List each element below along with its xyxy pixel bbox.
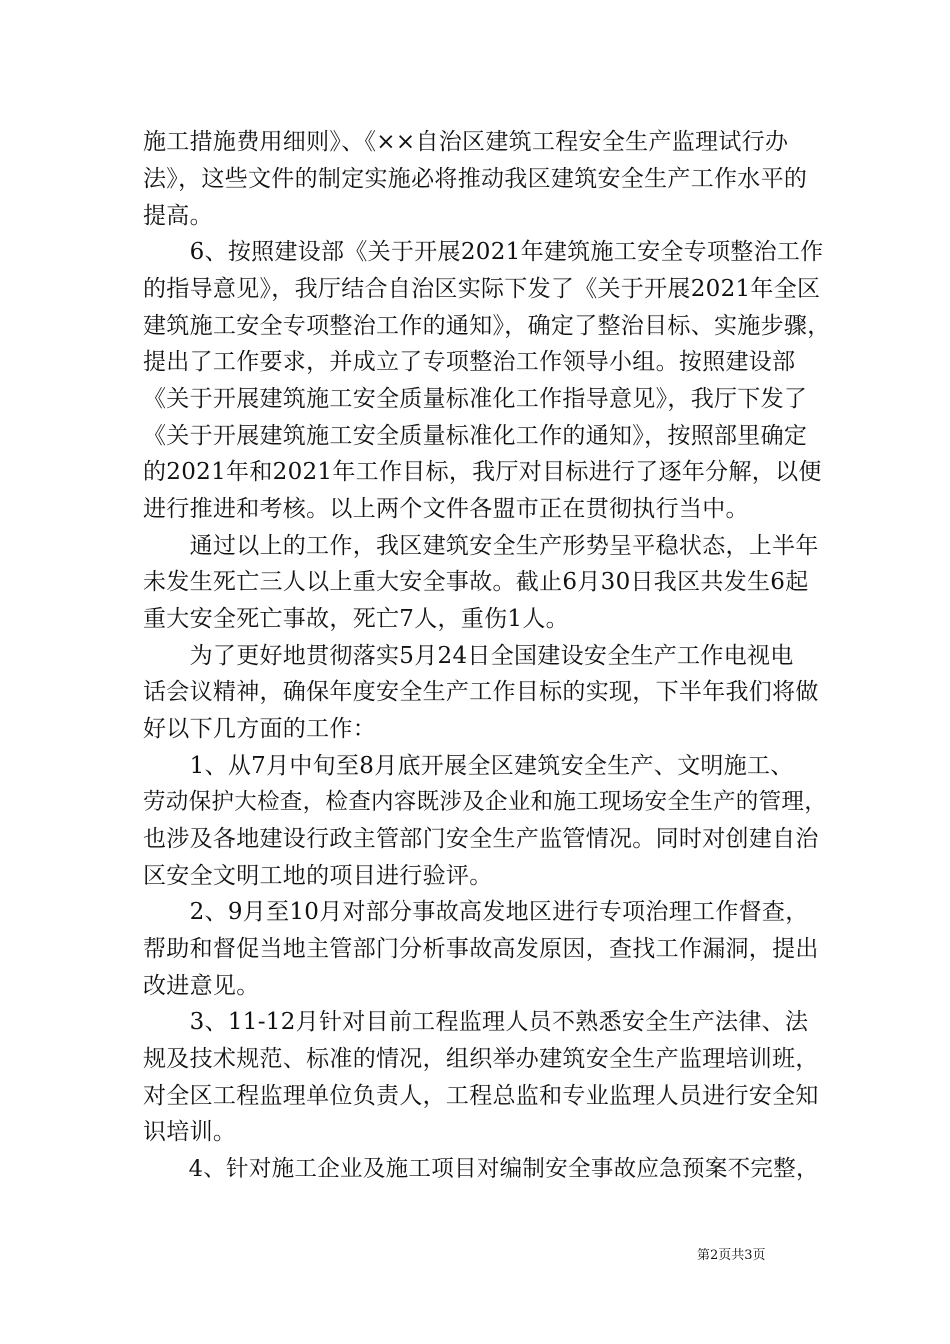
page-number: 第2页共3页 — [697, 1248, 766, 1263]
text-line: 好以下几方面的工作： — [143, 716, 376, 742]
text-line: 1、从7月中旬至8月底开展全区建筑安全生产、文明施工、 — [143, 753, 794, 779]
text-line: 的指导意见》，我厅结合自治区实际下发了《关于开展2021年全区 — [143, 276, 821, 302]
text-line: 施工措施费用细则》、《××自治区建筑工程安全生产监理试行办 — [143, 129, 789, 155]
text-line: 识培训。 — [143, 1119, 237, 1145]
text-line: 2、9月至10月对部分事故高发地区进行专项治理工作督查， — [143, 899, 809, 925]
text-line: 《关于开展建筑施工安全质量标准化工作的通知》，按照部里确定 — [143, 423, 808, 449]
text-line: 规及技术规范、标准的情况，组织举办建筑安全生产监理培训班， — [143, 1046, 819, 1072]
text-line: 提出了工作要求，并成立了专项整治工作领导小组。按照建设部 — [143, 349, 796, 375]
text-line: 进行推进和考核。以上两个文件各盟市正在贯彻执行当中。 — [143, 496, 749, 522]
text-line: 劳动保护大检查，检查内容既涉及企业和施工现场安全生产的管理， — [143, 789, 828, 815]
text-line: 帮助和督促当地主管部门分析事故高发原因，查找工作漏洞，提出 — [143, 936, 819, 962]
text-line: 未发生死亡三人以上重大安全事故。截止6月30日我区共发生6起 — [143, 569, 809, 595]
text-line: 的2021年和2021年工作目标，我厅对目标进行了逐年分解，以便 — [143, 459, 822, 485]
text-line: 提高。 — [143, 203, 213, 229]
text-line: 法》，这些文件的制定实施必将推动我区建筑安全生产工作水平的 — [143, 166, 808, 192]
text-line: 《关于开展建筑施工安全质量标准化工作指导意见》，我厅下发了 — [143, 386, 808, 412]
text-line: 重大安全死亡事故，死亡7人，重伤1人。 — [143, 606, 569, 632]
text-line: 也涉及各地建设行政主管部门安全生产监管情况。同时对创建自治 — [143, 826, 819, 852]
text-line: 4、针对施工企业及施工项目对编制安全事故应急预案不完整， — [143, 1156, 819, 1182]
text-line: 6、按照建设部《关于开展2021年建筑施工安全专项整治工作 — [143, 239, 824, 265]
text-line: 通过以上的工作，我区建筑安全生产形势呈平稳状态，上半年 — [143, 533, 819, 559]
text-line: 对全区工程监理单位负责人，工程总监和专业监理人员进行安全知 — [143, 1083, 819, 1109]
text-line: 改进意见。 — [143, 973, 260, 999]
text-line: 建筑施工安全专项整治工作的通知》，确定了整治目标、实施步骤， — [143, 313, 831, 339]
text-line: 为了更好地贯彻落实5月24日全国建设安全生产工作电视电 — [143, 643, 794, 669]
text-line: 3、11-12月针对目前工程监理人员不熟悉安全生产法律、法 — [143, 1009, 809, 1035]
text-line: 话会议精神，确保年度安全生产工作目标的实现，下半年我们将做 — [143, 679, 819, 705]
text-line: 区安全文明工地的项目进行验评。 — [143, 863, 493, 889]
